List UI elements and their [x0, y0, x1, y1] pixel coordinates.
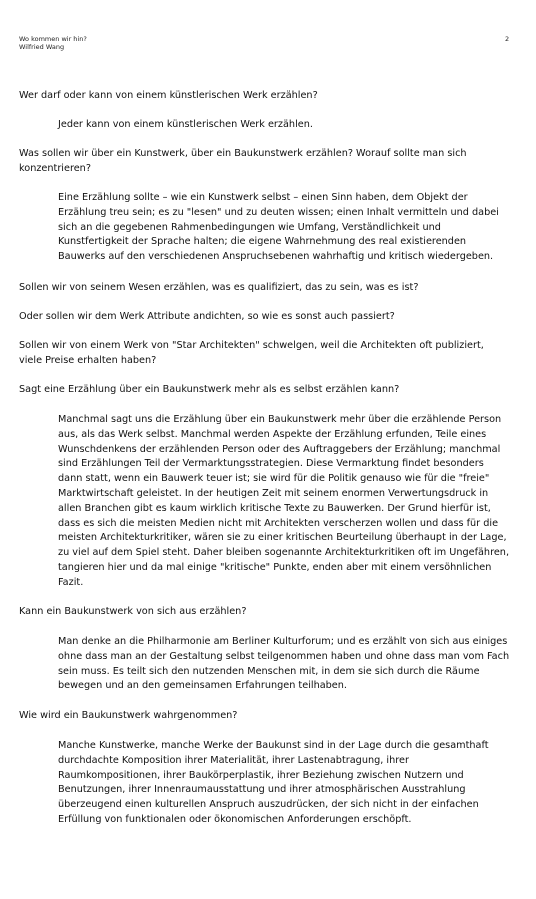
text-line: Kunstfertigkeit der Sprache halten; die eigene Wahrnehmung des real existierenden: [58, 236, 467, 248]
question-paragraph: [19, 310, 395, 325]
header-author: Wilfried Wang: [19, 43, 65, 51]
text-line: Sollen wir von seinem Wesen erzählen, was es qualifiziert, das zu sein, was es ist?: [19, 282, 419, 293]
page-number: 2: [505, 35, 510, 43]
text-line: Bauwerks auf den verschiedenen Anspruchsebenen wahrhaftig und kritisch wiedergeben.: [58, 251, 494, 263]
answer-paragraph: [58, 413, 509, 591]
text-line: ohne dass man an der Gestaltung selbst teilgenommen haben und ohne dass man vom Fach: [58, 650, 510, 662]
text-line: Was sollen wir über ein Kunstwerk, über ein Baukunstwerk erzählen? Worauf sollte man sich: [19, 148, 467, 159]
text-line: Marktwirtschaft geleistet. In der heutigen Zeit mit seinem enormen Verwertungsdruck in: [58, 487, 489, 499]
question-paragraph: [19, 605, 246, 620]
answer-paragraph: [58, 739, 489, 828]
text-line: Erfüllung von funktionalen oder ökonomischen Anforderungen erschöpft.: [58, 813, 412, 825]
text-line: aus, als das Werk selbst. Manchmal werden Aspekte der Erzählung erfunden, Teile eines: [58, 428, 487, 440]
text-line: viele Preise erhalten haben?: [19, 354, 157, 366]
text-line: Manche Kunstwerke, manche Werke der Baukunst sind in der Lage durch die gesamthaft: [58, 740, 489, 751]
question-paragraph: [19, 339, 484, 369]
question-paragraph: [19, 89, 318, 104]
text-line: durchdachte Komposition ihrer Materialität, ihrer Lastenabtragung, ihrer: [58, 754, 409, 766]
question-paragraph: [19, 383, 399, 398]
text-line: bewegen und an den gemeinsamen Erfahrungen teilhaben.: [58, 680, 347, 692]
text-line: Wunschdenkens der erzählenden Person oder des Auftraggebers der Erzählung; manchmal: [58, 443, 501, 455]
text-line: sein muss. Es teilt sich den nutzenden Menschen mit, in dem sie sich durch die Räume: [58, 665, 480, 677]
text-line: Kann ein Baukunstwerk von sich aus erzählen?: [19, 606, 247, 617]
text-line: Sollen wir von einem Werk von "Star Architekten" schwelgen, weil die Architekten oft publiziert,: [19, 340, 484, 351]
answer-paragraph: [58, 635, 509, 694]
text-line: Fazit.: [58, 576, 84, 588]
text-line: Sagt eine Erzählung über ein Baukunstwerk mehr als es selbst erzählen kann?: [19, 384, 400, 395]
text-line: Benutzungen, ihrer Innenraumausstattung und ihrer atmosphärischen Ausstrahlung: [58, 784, 466, 796]
text-line: dann statt, wenn ein Bauwerk teuer ist; sie wird für die Politik genauso wie für die "freie": [58, 473, 490, 485]
question-paragraph: [19, 709, 237, 724]
text-line: Eine Erzählung sollte – wie ein Kunstwerk selbst – einen Sinn haben, dem Objekt der: [58, 192, 468, 203]
text-line: meisten Architekturkritiker, wären sie zu einer kritischen Beurteilung überhaupt in der Lage,: [58, 532, 507, 544]
answer-paragraph: [58, 191, 499, 265]
text-line: sind Erzählungen Teil der Vermarktungsstrategien. Diese Vermarktung findet besonders: [58, 458, 484, 470]
text-line: sich an die gegebenen Rahmenbedingungen wie Umfang, Verständlichkeit und: [58, 221, 441, 233]
header-title: Wo kommen wir hin?: [19, 35, 87, 43]
text-line: Wer darf oder kann von einem künstlerischen Werk erzählen?: [19, 90, 318, 101]
text-line: Man denke an die Philharmonie am Berliner Kulturforum; und es erzählt von sich aus einiges: [58, 636, 508, 647]
question-paragraph: [19, 281, 419, 296]
text-line: Manchmal sagt uns die Erzählung über ein Baukunstwerk mehr über die erzählende Person: [58, 414, 502, 425]
text-line: Wie wird ein Baukunstwerk wahrgenommen?: [19, 710, 238, 721]
answer-paragraph: [58, 118, 313, 133]
text-line: tangieren hier und da mal einige "kritische" Punkte, enden aber mit einem versöhnlichen: [58, 561, 492, 573]
text-line: Erzählung treu sein; es zu "lesen" und zu deuten wissen; einen Inhalt vermitteln und dabei: [58, 206, 499, 218]
text-line: überzeugend einen kulturellen Anspruch auszudrücken, der sich nicht in der einfachen: [58, 799, 479, 811]
text-line: konzentrieren?: [19, 162, 91, 174]
text-line: Raumkompositionen, ihrer Baukörperplastik, ihrer Beziehung zwischen Nutzern und: [58, 769, 464, 781]
question-paragraph: [19, 147, 467, 177]
text-line: allen Branchen gibt es kaum wirklich kritische Texte zu Bauwerken. Der Grund hierfür ist,: [58, 502, 491, 514]
text-line: dass es sich die meisten Medien nicht mit Architekten verscherzen wollen und dass für die: [58, 517, 499, 529]
text-line: Oder sollen wir dem Werk Attribute andichten, so wie es sonst auch passiert?: [19, 311, 395, 322]
text-line: zu viel auf dem Spiel steht. Daher bleiben sogenannte Architekturkritiken oft im Ungefähren,: [58, 547, 510, 559]
text-line: Jeder kann von einem künstlerischen Werk erzählen.: [58, 119, 313, 130]
